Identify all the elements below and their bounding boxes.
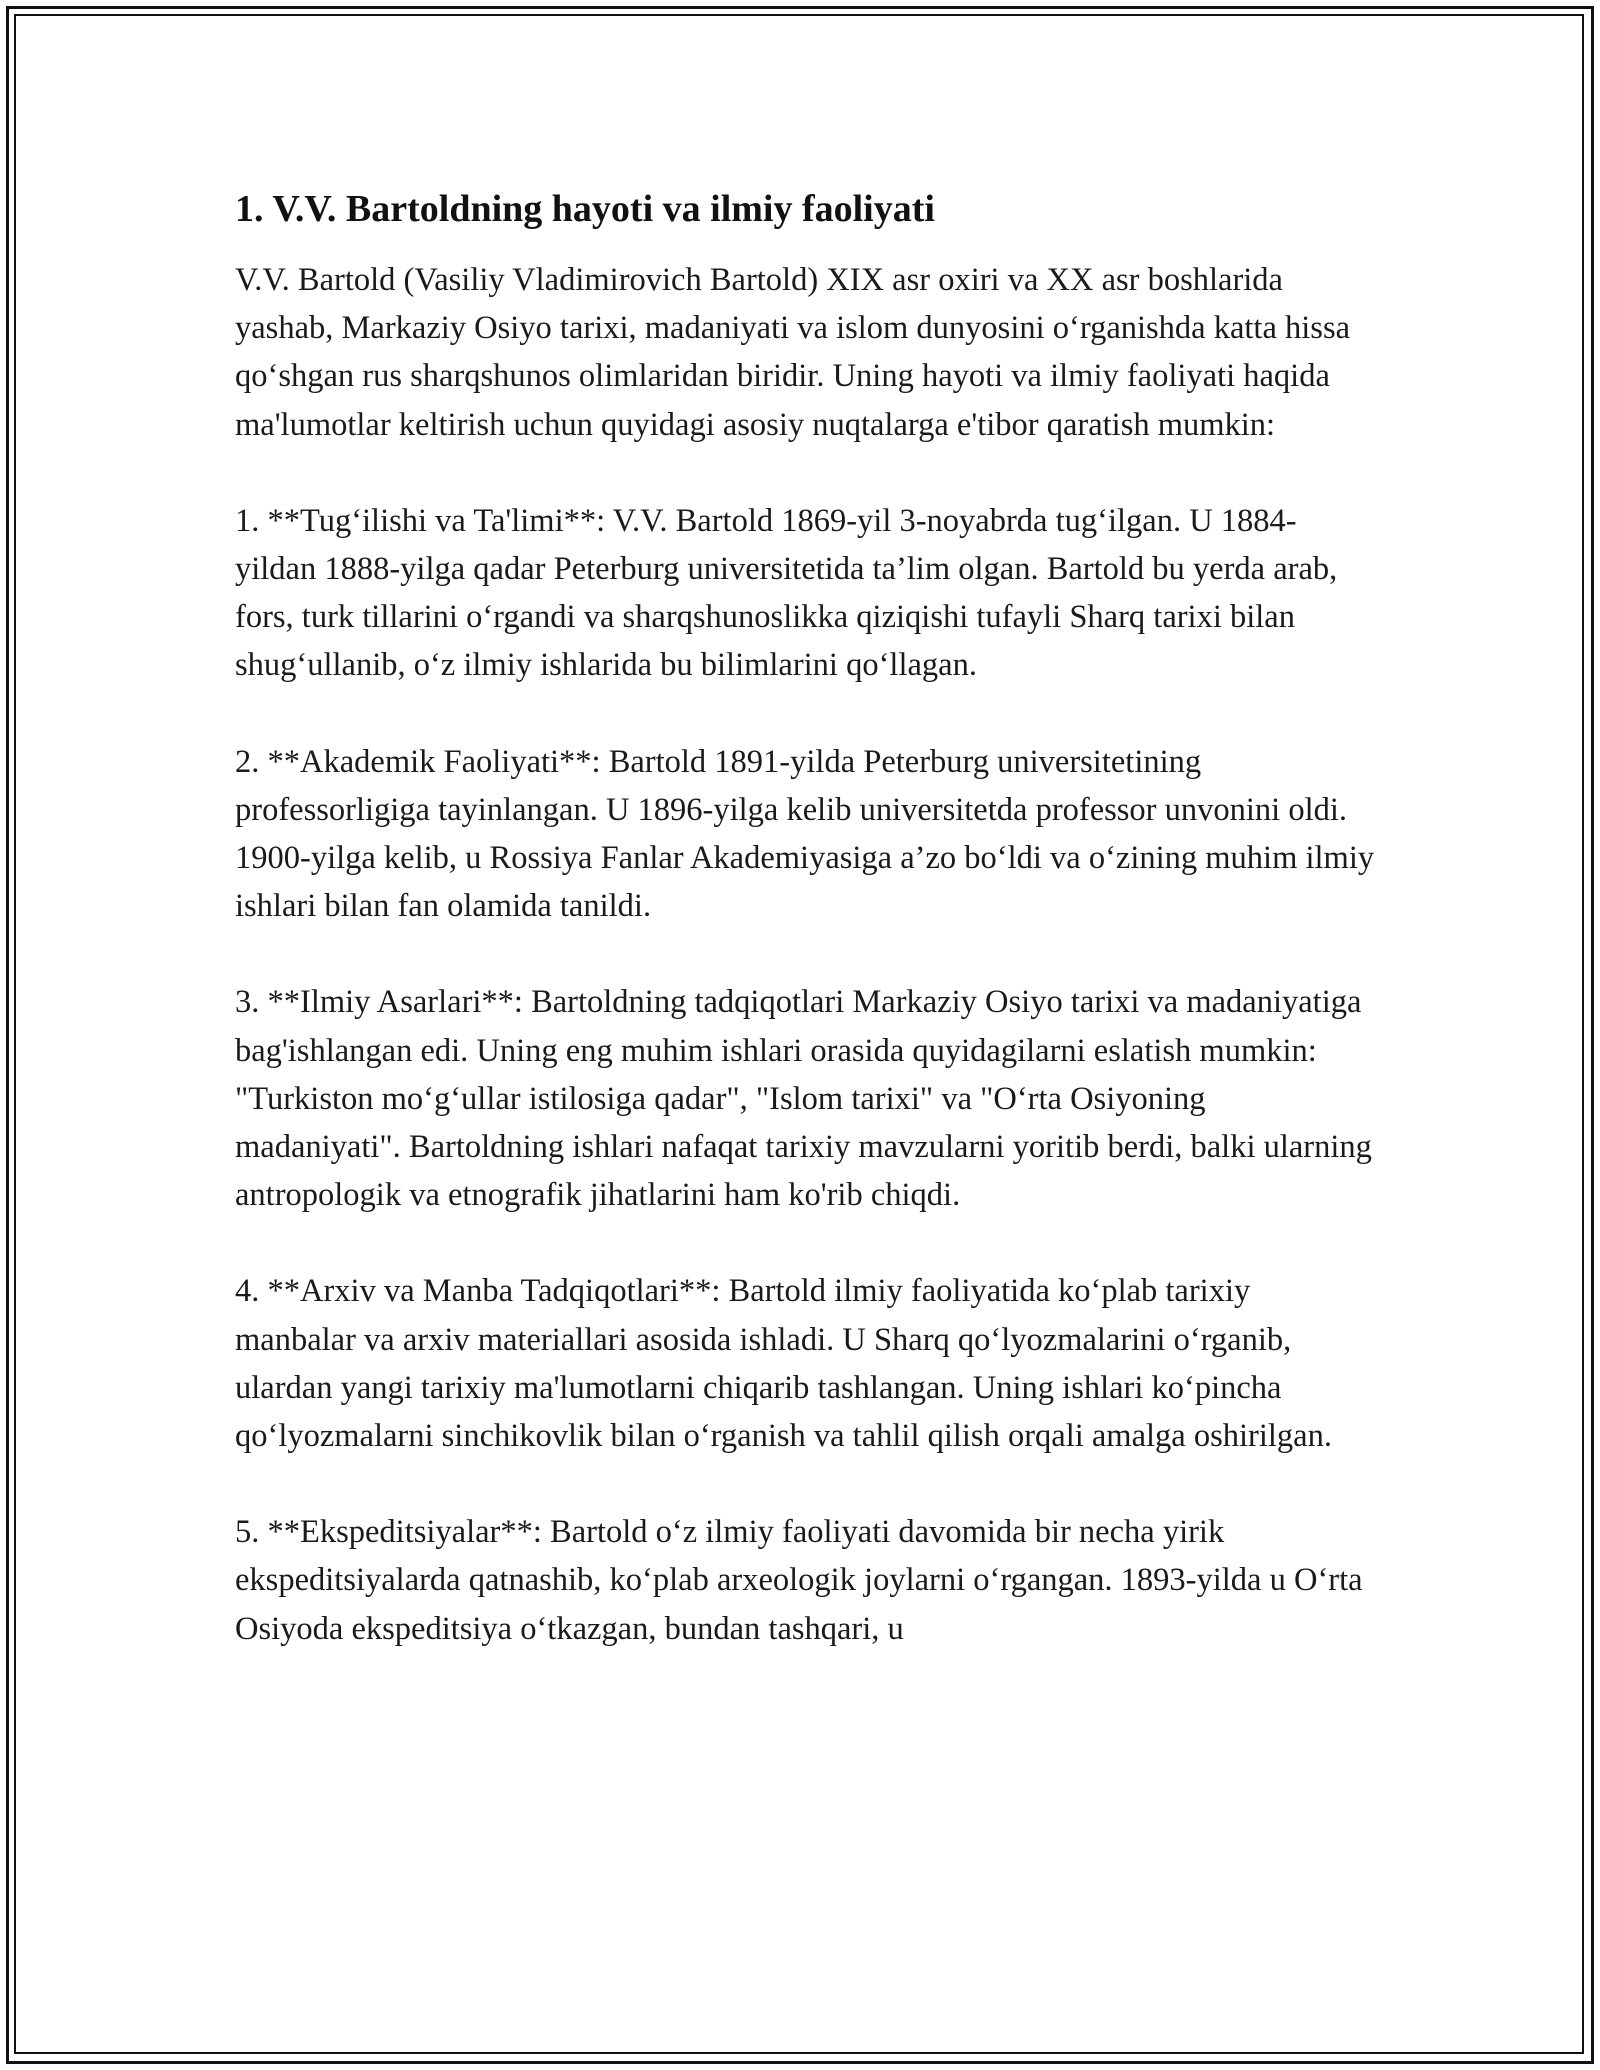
- intro-paragraph: V.V. Bartold (Vasiliy Vladimirovich Bartold) XIX asr oxiri va XX asr boshlarida yashab, Markaziy Osiyo tarixi, madaniyati va islom dunyosini o‘rganishda katta hissa qo‘shgan rus sharqshunos olimlaridan biridir. Uning hayoti va ilmiy faoliyati haqida ma'lumotlar keltirish uchun quyidagi asosiy nuqtalarga e'tibor qaratish mumkin:: [235, 262, 1351, 443]
- paragraph-scientific-works: 3. **Ilmiy Asarlari**: Bartoldning tadqiqotlari Markaziy Osiyo tarixi va madaniyatiga bag'ishlangan edi. Uning eng muhim ishlari orasida quyidagilarni eslatish mumkin: "Turkiston mo‘g‘ullar istilosiga qadar", "Islom tarixi" va "O‘rta Osiyoning madaniyati". Bartoldning ishlari nafaqat tarixiy mavzularni yoritib berdi, balki ularning antropologik va etnografik jihatlarini ham ko'rib chiqdi.: [235, 984, 1372, 1214]
- paragraph-archive-research: 4. **Arxiv va Manba Tadqiqotlari**: Bartold ilmiy faoliyatida ko‘plab tarixiy manbalar va arxiv materiallari asosida ishladi. U Sharq qo‘lyozmalarini o‘rganib, ulardan yangi tarixiy ma'lumotlarni chiqarib tashlangan. Uning ishlari ko‘pincha qo‘lyozmalarni sinchikovlik bilan o‘rganish va tahlil qilish orqali amalga oshirilgan.: [235, 1273, 1332, 1455]
- paragraph-expeditions: 5. **Ekspeditsiyalar**: Bartold o‘z ilmiy faoliyati davomida bir necha yirik ekspeditsiyalarda qatnashib, ko‘plab arxeologik joylarni o‘rgangan. 1893-yilda u O‘rta Osiyoda ekspeditsiya o‘tkazgan, bundan tashqari, u: [235, 1514, 1363, 1647]
- section-heading: 1. V.V. Bartoldning hayoti va ilmiy faoliyati: [235, 188, 935, 230]
- document-body: [235, 186, 1375, 1701]
- paragraph-academic-activity: 2. **Akademik Faoliyati**: Bartold 1891-yilda Peterburg universitetining professorligiga tayinlangan. U 1896-yilga kelib universitetda professor unvonini oldi. 1900-yilga kelib, u Rossiya Fanlar Akademiyasiga a’zo bo‘ldi va o‘zining muhim ilmiy ishlari bilan fan olamida tanildi.: [235, 743, 1375, 925]
- paragraph-birth-education: 1. **Tug‘ilishi va Ta'limi**: V.V. Bartold 1869-yil 3-noyabrda tug‘ilgan. U 1884-yildan 1888-yilga qadar Peterburg universitetida ta’lim olgan. Bartold bu yerda arab, fors, turk tillarini o‘rgandi va sharqshunoslikka qiziqishi tufayli Sharq tarixi bilan shug‘ullanib, o‘z ilmiy ishlarida bu bilimlarini qo‘llagan.: [235, 502, 1338, 684]
